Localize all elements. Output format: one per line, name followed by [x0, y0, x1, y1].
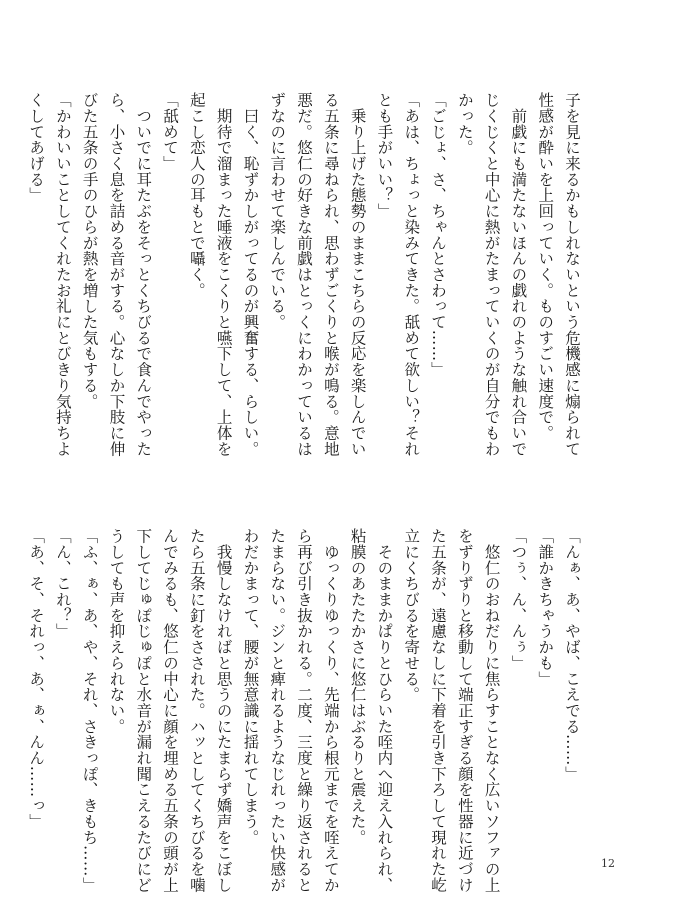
text-line: ら再び引き抜かれる。二度、三度と繰り返されると [295, 528, 314, 893]
text-line: じくじくと中心に熱がたまっていくのが自分でもわ [482, 92, 501, 457]
text-line: 下してじゅぽじゅぽと水音が漏れ聞こえるたびにど [134, 528, 153, 893]
text-line: 悠仁のおねだりに焦らすことなく広いソファの上 [482, 528, 501, 893]
text-line: 乗り上げた態勢のままこちらの反応を楽しんでい [348, 92, 367, 457]
text-line: くしてあげる」 [27, 92, 46, 203]
text-line: かった。 [455, 92, 474, 156]
text-line: 「んぁ、あ、やば、こえでる……」 [563, 528, 581, 782]
text-line: たら五条に釘をさされた。ハッとしてくちびるを噛 [187, 528, 206, 893]
text-line: ゆっくりゆっくり、先端から根元までを咥えてか [321, 528, 340, 893]
text-line: 立にくちびるを寄せる。 [402, 528, 421, 703]
text-line: わだかまって、腰が無意識に揺れてしまう。 [241, 528, 260, 845]
text-line: びた五条の手のひらが熱を増した気もする。 [80, 92, 99, 409]
text-line: 悪だ。悠仁の好きな前戯はとっくにわかっているは [295, 92, 314, 457]
text-line: 「あ、そ、それっ、あ、ぁ、んん……っ」 [27, 528, 46, 830]
text-line: 「つぅ、ん、んぅ」 [509, 528, 528, 671]
text-line: 「ん、これ？」 [53, 528, 72, 639]
lower-text-block [22, 528, 585, 893]
text-line: た五条が、遠慮なしに下着を引き下ろして現れた屹 [429, 528, 448, 893]
text-line: たまらない。ジンと痺れるようなじれったい快感が [268, 528, 287, 893]
text-line: 「かわいいことしてくれたお礼にとびきり気持ちよ [53, 92, 72, 457]
text-line: そのままかぱりとひらいた咥内へ迎え入れられ、 [375, 528, 394, 893]
text-line: る五条に尋ねられ、思わずごくりと喉が鳴る。意地 [321, 92, 340, 457]
text-line: 性感が酔いを上回っていく。ものすごい速度で。 [536, 92, 555, 441]
text-line: ずなのに言わせて楽しんでいる。 [268, 92, 287, 330]
text-line: 「あは、ちょっと染みてきた。舐めて欲しい？それ [402, 92, 421, 457]
text-line: 起こし恋人の耳もとで囁く。 [187, 92, 206, 299]
text-line: うしても声を抑えられない。 [107, 528, 126, 735]
page-number: 12 [601, 857, 615, 870]
text-line: をずりずりと移動して端正すぎる顔を性器に近づけ [455, 528, 474, 893]
text-line: 曰く、恥ずかしがってるのが興奮する、らしい。 [241, 92, 260, 457]
upper-text-block [22, 92, 585, 460]
text-line: 子を見に来るかもしれないという危機感に煽られて [563, 92, 581, 457]
text-line: 「ふ、ぁ、あ、や、それ、さきっぽ、きもち……」 [80, 528, 99, 893]
text-line: 我慢しなければと思うのにたまらず嬌声をこぼし [214, 528, 233, 893]
text-line: 粘膜のあたたかさに悠仁はぶるりと震えた。 [348, 528, 367, 845]
text-line: んでみるも、悠仁の中心に顔を埋める五条の頭が上 [161, 528, 180, 893]
text-line: ら、小さく息を詰める音がする。心なしか下肢に伸 [107, 92, 126, 457]
text-line: 前戯にも満たないほんの戯れのような触れ合いで [509, 92, 528, 457]
text-line: 「誰かきちゃうかも」 [536, 528, 555, 687]
text-line: ついでに耳たぶをそっとくちびるで食んでやった [134, 92, 153, 457]
text-line: とも手がいい？」 [375, 92, 394, 219]
text-line: 「舐めて」 [161, 92, 180, 172]
text-line: 期待で溜まった唾液をこくりと嚥下して、上体を [214, 92, 233, 457]
text-line: 「ごじょ、さ、ちゃんとさわって……」 [429, 92, 448, 378]
